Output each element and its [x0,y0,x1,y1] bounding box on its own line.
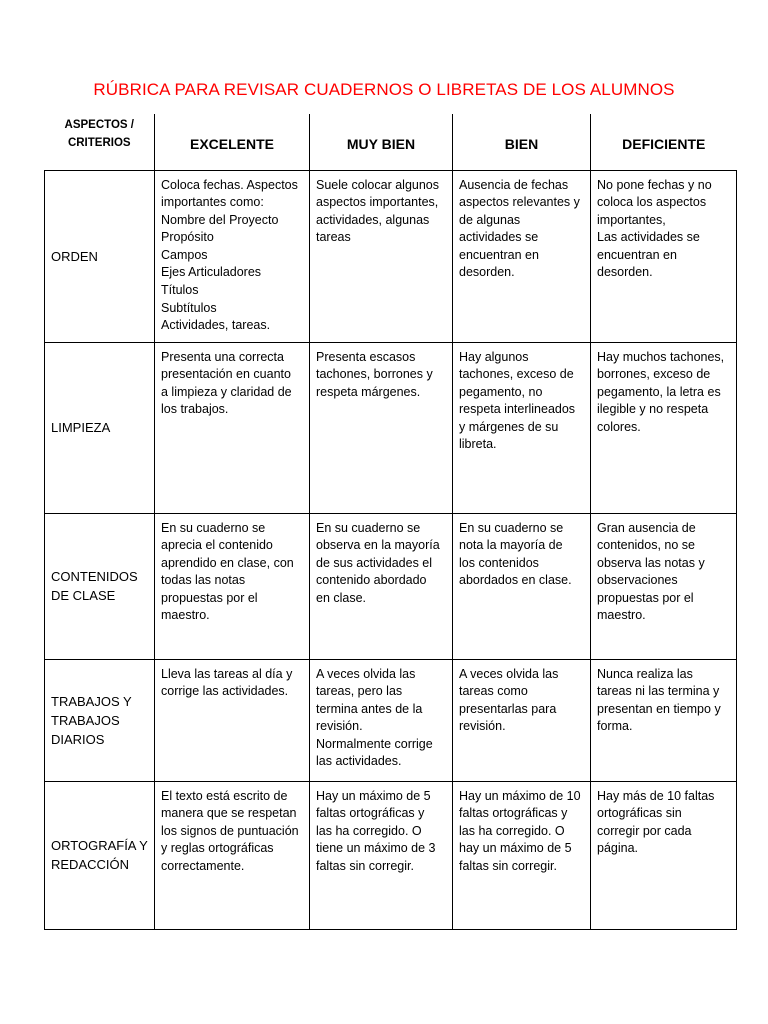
table-row [45,342,737,513]
descriptor-cell: El texto está escrito de manera que se respetan los signos de puntuación y reglas ortográficas correctamente. [155,781,310,929]
descriptor-cell: Ausencia de fechas aspectos relevantes y de algunas actividades se encuentran en desorden. [453,170,591,342]
criterion-orden: ORDEN [45,170,155,342]
descriptor-cell: Lleva las tareas al día y corrige las actividades. [155,659,310,781]
page-title: RÚBRICA PARA REVISAR CUADERNOS O LIBRETAS DE LOS ALUMNOS [93,80,675,99]
criterion-ortografia: ORTOGRAFÍA Y REDACCIÓN [45,781,155,929]
table-row [45,513,737,659]
table-row [45,781,737,929]
descriptor-cell: Hay un máximo de 10 faltas ortográficas y las ha corregido. O hay un máximo de 5 faltas sin corregir. [453,781,591,929]
descriptor-cell: A veces olvida las tareas, pero las termina antes de la revisión. Normalmente corrige las actividades. [310,659,453,781]
descriptor-cell: Presenta una correcta presentación en cuanto a limpieza y claridad de los trabajos. [155,342,310,513]
descriptor-cell: En su cuaderno se observa en la mayoría de sus actividades el contenido abordado en clase. [310,513,453,659]
descriptor-cell: En su cuaderno se nota la mayoría de los contenidos abordados en clase. [453,513,591,659]
descriptor-cell: En su cuaderno se aprecia el contenido aprendido en clase, con todas las notas propuestas por el maestro. [155,513,310,659]
level-header-excelente: EXCELENTE [155,114,310,170]
level-header-muy-bien: MUY BIEN [310,114,453,170]
descriptor-cell: Hay muchos tachones, borrones, exceso de pegamento, la letra es ilegible y no respeta colores. [591,342,737,513]
criterion-trabajos: TRABAJOS Y TRABAJOS DIARIOS [45,659,155,781]
descriptor-cell: Suele colocar algunos aspectos importantes, actividades, algunas tareas [310,170,453,342]
descriptor-cell: Hay un máximo de 5 faltas ortográficas y las ha corregido. O tiene un máximo de 3 faltas sin corregir. [310,781,453,929]
aspects-criteria-header: ASPECTOS / CRITERIOS [45,114,155,170]
descriptor-cell: A veces olvida las tareas como presentarlas para revisión. [453,659,591,781]
descriptor-cell: Nunca realiza las tareas ni las termina y presentan en tiempo y forma. [591,659,737,781]
descriptor-cell: Coloca fechas. Aspectos importantes como: Nombre del Proyecto Propósito Campos Ejes Articuladores Títulos Subtítulos Actividades, tareas. [155,170,310,342]
table-row [45,170,737,342]
descriptor-cell: Presenta escasos tachones, borrones y respeta márgenes. [310,342,453,513]
descriptor-cell: No pone fechas y no coloca los aspectos importantes, Las actividades se encuentran en desorden. [591,170,737,342]
criterion-limpieza: LIMPIEZA [45,342,155,513]
table-row [45,659,737,781]
level-header-bien: BIEN [453,114,591,170]
descriptor-cell: Gran ausencia de contenidos, no se observa las notas y observaciones propuestas por el maestro. [591,513,737,659]
header-row [45,114,737,170]
descriptor-cell: Hay más de 10 faltas ortográficas sin corregir por cada página. [591,781,737,929]
level-header-deficiente: DEFICIENTE [591,114,737,170]
criterion-contenidos-de-clase: CONTENIDOS DE CLASE [45,513,155,659]
rubric-table [44,114,737,930]
descriptor-cell: Hay algunos tachones, exceso de pegamento, no respeta interlineados y márgenes de su libreta. [453,342,591,513]
